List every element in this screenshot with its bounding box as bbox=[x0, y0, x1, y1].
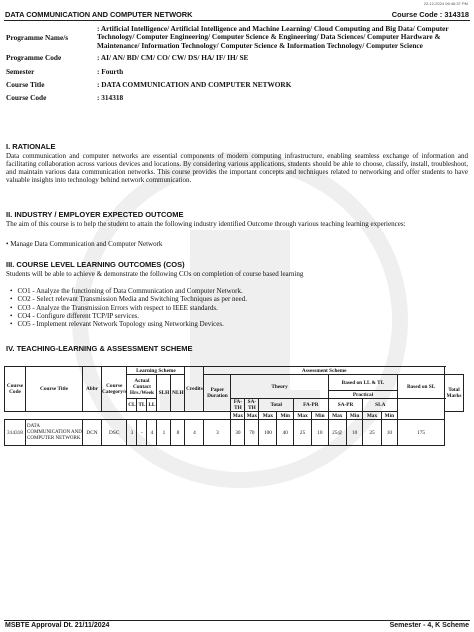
table-cell: 25@ bbox=[328, 420, 346, 446]
info-row-course-title bbox=[6, 81, 468, 89]
table-cell: 100 bbox=[259, 420, 277, 446]
col-header: Min bbox=[381, 412, 398, 420]
col-header: CL bbox=[127, 399, 137, 412]
info-value: : Fourth bbox=[97, 66, 124, 76]
table-cell: 8 bbox=[171, 420, 185, 446]
footer-semester: Semester - 4, K Scheme bbox=[389, 622, 469, 629]
col-group-header: Practical bbox=[328, 391, 398, 399]
col-header: SLH bbox=[157, 375, 171, 412]
col-header: Max bbox=[246, 412, 258, 419]
col-header: Course Code bbox=[5, 367, 26, 412]
header-bar bbox=[4, 9, 470, 21]
industry-paragraph: The aim of this course is to help the student to attain the following industry identified Outcome through various teaching learning experiences: bbox=[6, 220, 406, 228]
col-group-header: Theory bbox=[231, 375, 328, 399]
col-header: FA-TH bbox=[231, 399, 245, 412]
list-item: • CO5 - Implement relevant Network Topology using Networking Devices. bbox=[10, 320, 247, 328]
list-item: • CO2 - Select relevant Transmission Media and Switching Techniques as per need. bbox=[10, 295, 247, 303]
info-row-course-code bbox=[6, 94, 468, 102]
cos-intro: Students will be able to achieve & demonstrate the following COs on completion of course based learning bbox=[6, 270, 304, 278]
col-header: Max bbox=[363, 412, 381, 420]
table-cell: 10 bbox=[312, 420, 329, 446]
col-header: Min bbox=[277, 412, 294, 420]
col-header: Total Marks bbox=[445, 375, 464, 412]
col-header: Course Title bbox=[26, 367, 83, 412]
rationale-paragraph: Data communication and computer networks are essential components of modern computing infrastructure, enabling seamless exchange of information and facilitating collaboration across various devices and locations. By considering various applications, students should be able to choose, classify, install, troubleshoot, and maintain various data communication networks. This course provides the important concepts and techniques related to networking and offer students to have valuable insights into technology behind network communication. bbox=[6, 152, 468, 185]
print-timestamp: 22-12-2024 06:46:37 PM bbox=[423, 1, 468, 6]
info-value: : 314318 bbox=[97, 93, 124, 103]
info-value: : Artificial Intelligence/ Artificial Intelligence and Machine Learning/ Cloud Computing and Big Data/ Computer Technology/ Computer Engineering/ Computer Science & Engineering/ Data Sciences/ Computer Hardware & Maintenance/ Information Technology/ Computer Science & Information Technology/ Computer Science bbox=[97, 24, 449, 50]
table-cell: 10 bbox=[381, 420, 398, 446]
info-label: Programme Code bbox=[6, 53, 62, 63]
table-cell: 10 bbox=[346, 420, 363, 446]
table-cell: 4 bbox=[147, 420, 157, 446]
col-header: Total bbox=[259, 399, 294, 412]
col-group-header: Based on LL & TL bbox=[328, 375, 398, 391]
info-label: Semester bbox=[6, 66, 35, 76]
col-group-header: Assessment Scheme bbox=[204, 367, 445, 375]
table-cell: 4 bbox=[185, 420, 204, 446]
table-cell: 3 bbox=[204, 420, 231, 446]
table-cell: 314318 bbox=[5, 420, 26, 446]
col-header: SA-TH bbox=[245, 399, 259, 412]
section-heading-cos: III. COURSE LEVEL LEARNING OUTCOMES (COS) bbox=[6, 260, 185, 269]
col-header: Credits bbox=[185, 367, 204, 412]
header-course-code: Course Code : 314318 bbox=[391, 10, 469, 19]
table-cell: DATA COMMUNICATION AND COMPUTER NETWORK bbox=[26, 420, 83, 446]
table-cell: 70 bbox=[245, 420, 259, 446]
table-cell: 175 bbox=[398, 420, 445, 446]
col-group-header: Actual Contact Hrs./Week bbox=[127, 375, 157, 399]
col-header: TL bbox=[137, 399, 147, 412]
info-row-semester bbox=[6, 68, 468, 76]
info-label: Course Code bbox=[6, 93, 47, 103]
col-header: NLH bbox=[171, 375, 185, 412]
col-header: Paper Duration bbox=[204, 375, 231, 412]
table-cell: 25 bbox=[363, 420, 381, 446]
table-cell: 30 bbox=[231, 420, 245, 446]
teaching-scheme-table bbox=[4, 366, 464, 446]
section-heading-rationale: I. RATIONALE bbox=[6, 142, 56, 151]
table-cell: DSC bbox=[102, 420, 127, 446]
col-header: Min bbox=[312, 412, 329, 420]
info-row-programme-code bbox=[6, 54, 468, 62]
header-title: DATA COMMUNICATION AND COMPUTER NETWORK bbox=[5, 10, 193, 19]
col-header: Max bbox=[328, 412, 346, 420]
table-cell: 3 bbox=[127, 420, 137, 446]
col-header: Abbr bbox=[83, 367, 102, 412]
footer-bar bbox=[4, 620, 470, 632]
col-group-header: Based on SL bbox=[398, 375, 445, 399]
list-item: • CO4 - Configure different TCP/IP services. bbox=[10, 312, 247, 320]
col-header: Max bbox=[294, 412, 312, 420]
table-cell: - bbox=[137, 420, 147, 446]
info-value: : AI/ AN/ BD/ CM/ CO/ CW/ DS/ HA/ IF/ IH/ SE bbox=[97, 53, 249, 63]
col-header: SA-PR bbox=[328, 399, 363, 412]
col-header: FA-PR bbox=[294, 399, 329, 412]
industry-outcome: • Manage Data Communication and Computer Network bbox=[6, 240, 163, 248]
list-item: • CO3 - Analyze the Transmission Errors with respect to IEEE standards. bbox=[10, 304, 247, 312]
col-header: Max bbox=[232, 412, 244, 419]
course-info-block bbox=[6, 25, 468, 103]
col-header: SLA bbox=[363, 399, 398, 412]
table-cell: 25 bbox=[294, 420, 312, 446]
info-label: Course Title bbox=[6, 80, 45, 90]
table-cell: DCN bbox=[83, 420, 102, 446]
table-cell: 1 bbox=[157, 420, 171, 446]
footer-approval: MSBTE Approval Dt. 21/11/2024 bbox=[5, 622, 110, 629]
section-heading-teaching: IV. TEACHING-LEARNING & ASSESSMENT SCHEME bbox=[6, 344, 193, 353]
col-header: Min bbox=[346, 412, 363, 420]
info-value: : DATA COMMUNICATION AND COMPUTER NETWORK bbox=[97, 80, 292, 90]
col-header: Max bbox=[259, 412, 277, 420]
table-row bbox=[5, 420, 464, 446]
col-group-header: Learning Scheme bbox=[127, 367, 185, 375]
info-label: Programme Name/s bbox=[6, 33, 69, 42]
col-header: LL bbox=[147, 399, 157, 412]
table-cell: 40 bbox=[277, 420, 294, 446]
section-heading-industry: II. INDUSTRY / EMPLOYER EXPECTED OUTCOME bbox=[6, 210, 184, 219]
info-row-programme-names bbox=[6, 25, 468, 50]
course-outcomes-list bbox=[10, 287, 247, 328]
list-item: • CO1 - Analyze the functioning of Data Communication and Computer Network. bbox=[10, 287, 247, 295]
col-header: Course Category/s bbox=[102, 367, 127, 412]
